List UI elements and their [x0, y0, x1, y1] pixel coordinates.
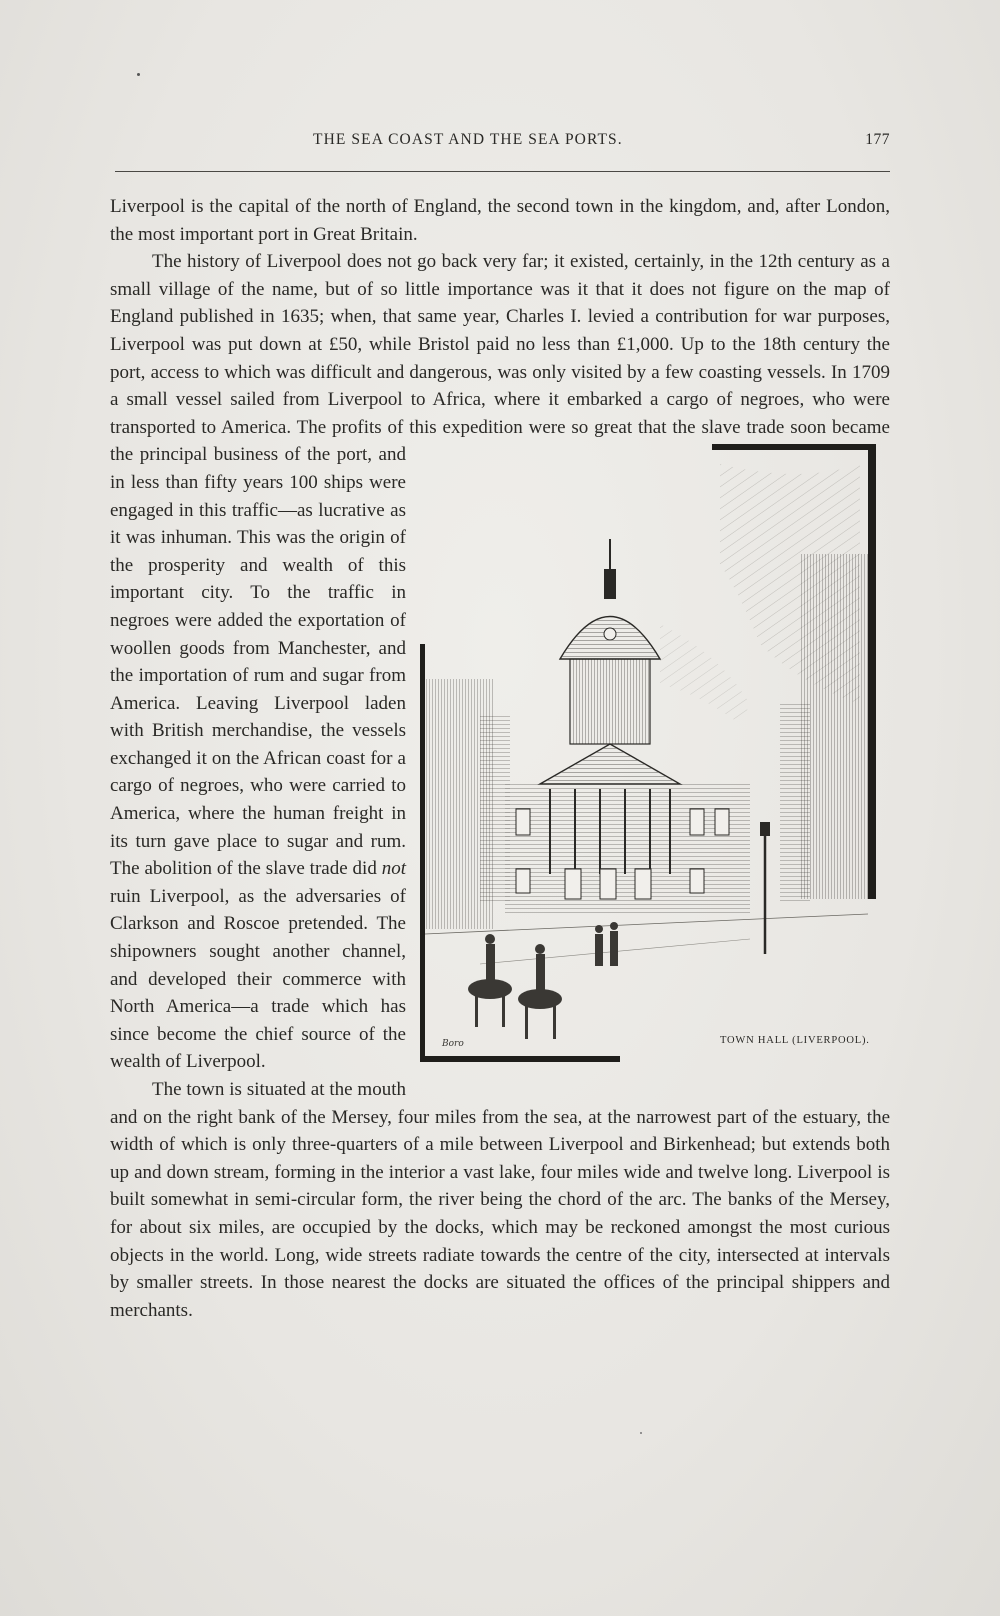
page-number: 177: [865, 131, 890, 148]
page-speck: [137, 73, 140, 76]
figure-town-hall: [420, 444, 890, 1084]
body-text: [110, 193, 890, 1324]
header-rule: [115, 171, 890, 172]
paragraph-2-text: The history of Liverpool does not go back very far; it existed, certainly, in the 12th century as a small village of the name, but of so little importance was it that it does not figure on the map of England published in 1635; when, that same year, Charles I. levied a contribution for war purposes, Liverpool was put down at £50, while Bristol paid no less than £1,000. Up to the 18th century the port, access to which was difficult and dangerous, was only visited by a few coasting vessels. In 1709 a small vessel sailed from Liverpool to Africa, where it embarked a cargo of negroes, who were transported to America. The profits of this expedition were so great that the slave trade soon became the principal business of the port, and in less than fifty years 100 ships were engaged in this traffic—as lucrative as it was inhuman. This was the origin of the prosperity and wealth of this important city. To the traffic in negroes were added the exportation of woollen goods from Manchester, and the importation of rum and sugar from America. Leaving Liverpool laden with British merchandise, the vessels exchanged it on the African coast for a cargo of negroes, who were carried to America, where the human freight in its turn gave place to sugar and rum. The abolition of the slave trade did: [110, 251, 890, 880]
figure-caption: TOWN HALL (LIVERPOOL).: [720, 1035, 870, 1047]
town-hall-engraving: [420, 444, 890, 1084]
paragraph-3: The town is situated at the mouth and on the right bank of the Mersey, four miles from the sea, at the narrowest part of the estuary, the width of which is only three-quarters of a mile between Liverpool and Birkenhead; but extends both up and down stream, forming in the interior a vast lake, four miles wide and twelve long. Liverpool is built somewhat in semi-circular form, the river being the chord of the arc. The banks of the Mersey, for about six miles, are occupied by the docks, which may be reckoned amongst the most curious objects in the world. Long, wide streets radiate towards the centre of the city, intersected at intervals by smaller streets. In those nearest the docks are situated the offices of the principal shippers and merchants.: [110, 1079, 890, 1321]
paragraph-1: Liverpool is the capital of the north of England, the second town in the kingdom, and, after London, the most important port in Great Britain.: [110, 196, 890, 245]
running-head-title: THE SEA COAST AND THE SEA PORTS.: [313, 131, 623, 148]
paragraph-2-text-cont: ruin Liverpool, as the adversaries of Clarkson and Roscoe pretended. The shipowners sought another channel, and developed their commerce with North America—a trade which has since become the chief source of the wealth of Liverpool.: [110, 885, 406, 1073]
engraver-signature: Boro: [442, 1039, 464, 1050]
page-speck: [640, 1432, 642, 1434]
running-head: [110, 131, 890, 153]
paragraph-2: [110, 248, 890, 1076]
emphasis-not: not: [381, 858, 407, 880]
